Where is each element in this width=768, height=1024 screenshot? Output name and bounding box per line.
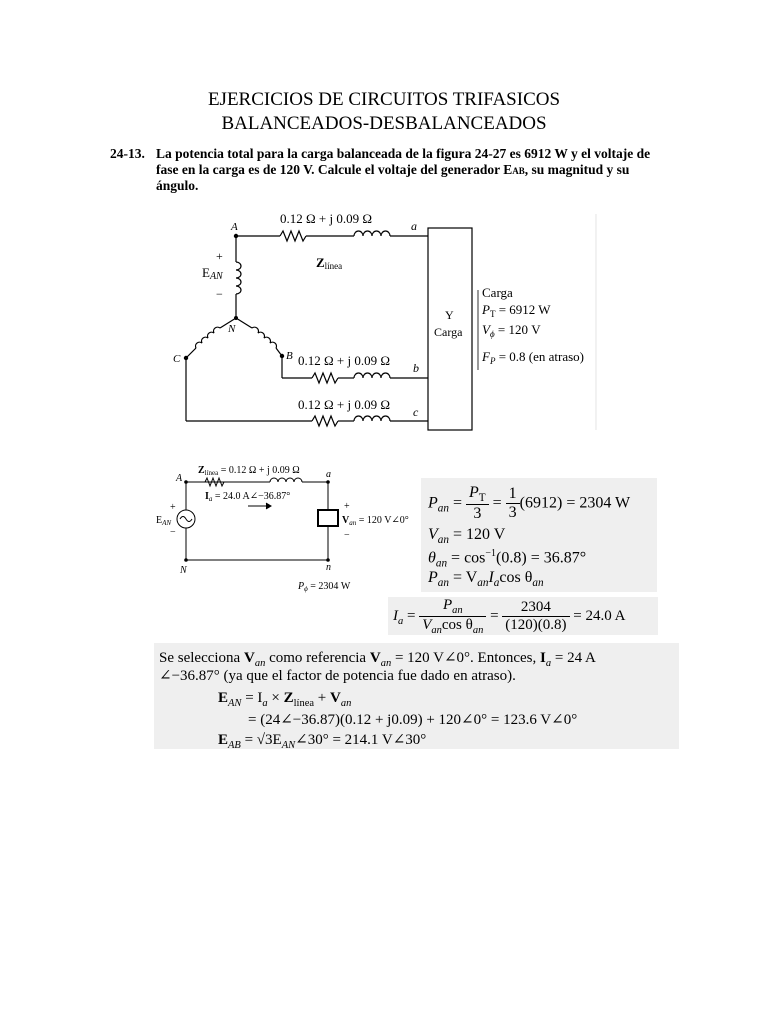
pt-spec: $P_T = 6912$ W <box>482 302 551 319</box>
page-title-line2: BALANCEADOS-DESBALANCEADOS <box>221 113 547 134</box>
fig2-node-A: A <box>176 473 183 484</box>
fig2-ean-label: $E_{AN}$ <box>156 515 172 527</box>
vphi-spec: $V_\phi = 120$ V <box>482 322 541 339</box>
fig2-node-N: N <box>180 565 187 576</box>
problem-text-b: , su magnitud y su ángulo. <box>156 162 630 193</box>
eq-pan-fraction: $P_{an}$ = $\frac{P_T}{3}$ = $\frac{1}{3}$ (6912) = 2304 W <box>428 484 631 523</box>
node-b-label: b <box>413 361 419 375</box>
eq-pan-product: $P_{an} = V_{an}I_a\cos$ $\theta_{an}$ <box>428 569 544 590</box>
node-A-label: A <box>231 221 238 233</box>
fig2-van-minus: − <box>344 530 350 541</box>
node-C-label: C <box>173 353 181 365</box>
ean-minus: − <box>216 287 223 301</box>
fig2-ean-plus: + <box>170 502 176 513</box>
impedance-label-c: 0.12 Ω + j 0.09 Ω <box>298 397 391 412</box>
fig2-van-plus: + <box>344 501 350 512</box>
node-B-label: B <box>286 350 293 362</box>
node-N-label: N <box>228 323 236 335</box>
calc3-line4: = (24∠−36.87)(0.12 + j0.09) + 120∠0° = 123.6 V∠0° <box>248 712 578 728</box>
load-carga-label: Carga <box>434 325 463 339</box>
calc3-line1: Se selecciona $V_{an}$ como referencia $V_{an} = 120$ V∠0°. Entonces, $I_a = 24$ A <box>159 650 596 669</box>
fig2-node-a: a <box>326 469 331 480</box>
fig2-ia-label: $I_a = 24.0$ A∠−36.87° <box>205 491 291 503</box>
fig2-node-n: n <box>326 562 331 573</box>
ean-plus: + <box>216 249 223 263</box>
impedance-label-b: 0.12 Ω + j 0.09 Ω <box>298 353 391 368</box>
calc3-line5: $E_{AB}$ = $√3E_{AN}\angle 30^\circ = 214.1$ V∠30° <box>218 732 427 751</box>
problem-text-a: La potencia total para la carga balanceada de la figura 24-27 es 6912 W y el voltaje de fase en la carga es de 120 V. Calcule el voltaje del generador <box>156 146 651 177</box>
calc3-line2: ∠−36.87° (ya que el factor de potencia fue dado en atraso). <box>159 668 516 684</box>
fig2-van-label: $V_{an} = 120$ V∠0° <box>342 515 409 527</box>
page-title-line1: EJERCICIOS DE CIRCUITOS TRIFASICOS <box>207 89 561 110</box>
zline-label: Zlínea <box>316 255 343 271</box>
eq-theta: $\theta_{an} = \cos^{-1}(0.8) = 36.87^\circ$ <box>428 548 587 570</box>
carga-title: Carga <box>482 285 513 300</box>
calc3-line3: $E_{AN} = I_a \times Z_{línea} + V_{an}$ <box>218 690 352 709</box>
impedance-label-a: 0.12 Ω + j 0.09 Ω <box>280 211 373 226</box>
eq-van: $V_{an} = 120$ V <box>428 526 506 547</box>
fig2-ean-minus: − <box>170 527 176 538</box>
ean-label: EAN <box>202 265 223 282</box>
fig2-zline-label: $Z_{línea} = 0.12$ Ω + j 0.09 Ω <box>198 465 300 477</box>
fp-spec: $F_P = 0.8$ (en atraso) <box>482 349 585 366</box>
problem-eab: Eab <box>503 162 525 177</box>
node-a-label: a <box>411 219 417 233</box>
problem-number: 24-13. <box>110 146 145 161</box>
eq-ia: $I_a$ = $\frac{P_{an}}{V_{an}\cos \theta_{an}}$ = $\frac{2304}{(120)(0.8)}$ = 24.0 A <box>393 597 626 636</box>
load-y-label: Y <box>445 308 454 322</box>
fig2-pphi-label: $P_\phi = 2304$ W <box>298 581 351 593</box>
node-c-label: c <box>413 405 419 419</box>
